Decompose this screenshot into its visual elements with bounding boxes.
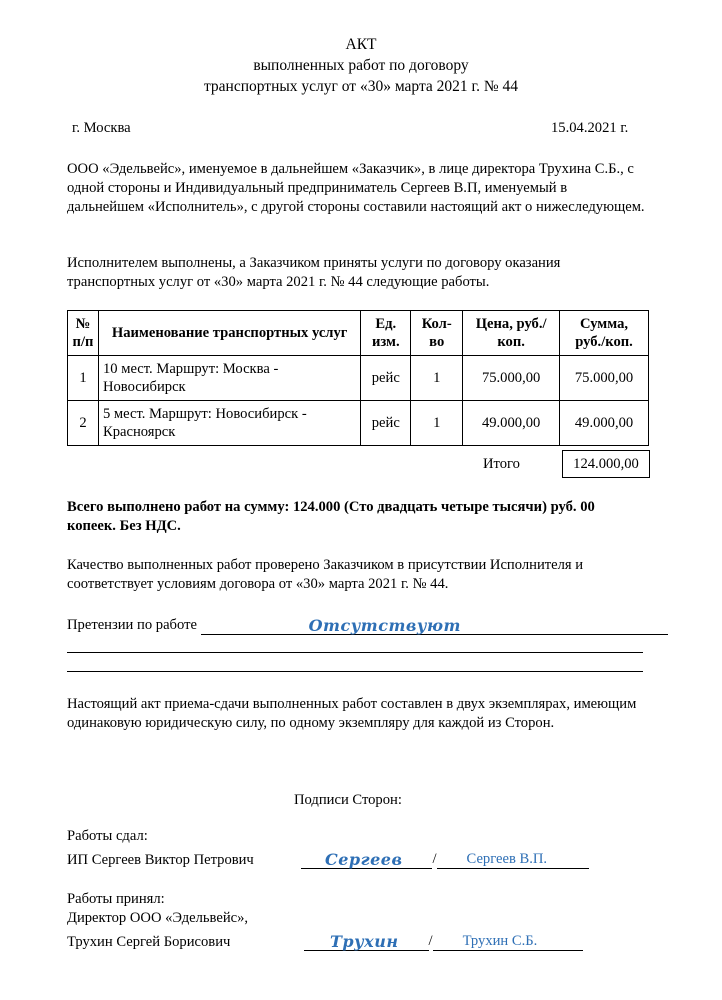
intro-paragraph: ООО «Эдельвейс», именуемое в дальнейшем «Заказчик», в лице директора Трухина С.Б., с одной стороны и Индивидуальный предприниматель Сергеев В.П, именуемый в дальнейшем «Исполнитель», с другой стороны составили настоящий акт о нижеследующем. — [67, 161, 645, 215]
claims-label: Претензии по работе — [67, 617, 197, 633]
row-price: 75.000,00 — [463, 356, 560, 401]
document-subtitle: выполненных работ по договору — [253, 57, 469, 74]
claims-value: Отсутствуют — [308, 616, 461, 635]
row-unit: рейс — [361, 356, 411, 401]
claims-underline-left — [201, 616, 307, 635]
claims-blank-line-1 — [67, 652, 643, 653]
total-label: Итого — [483, 456, 520, 472]
col-price-header: Цена, руб./коп. — [463, 311, 560, 356]
contractor-signature: Сергеев — [325, 850, 403, 869]
row-num: 2 — [68, 401, 99, 446]
row-qty: 1 — [411, 356, 463, 401]
table-header-row — [68, 311, 649, 356]
place: г. Москва — [72, 120, 131, 136]
handed-over-label: Работы сдал: — [67, 828, 148, 844]
row-name: 5 мест. Маршрут: Новосибирск - Красноярск — [98, 401, 360, 446]
summary-paragraph: Всего выполнено работ на сумму: 124.000 (Сто двадцать четыре тысячи) руб. 00 копеек. Без НДС. — [67, 499, 595, 534]
row-name: 10 мест. Маршрут: Москва - Новосибирск — [98, 356, 360, 401]
claims-underline-right — [463, 616, 668, 635]
row-sum: 75.000,00 — [560, 356, 649, 401]
col-num-header: № п/п — [68, 311, 99, 356]
row-unit: рейс — [361, 401, 411, 446]
statement-paragraph: Исполнителем выполнены, а Заказчиком приняты услуги по договору оказания транспортных услуг от «30» марта 2021 г. № 44 следующие работы. — [67, 255, 561, 290]
copies-paragraph: Настоящий акт приема-сдачи выполненных работ составлен в двух экземплярах, имеющим одинаковую юридическую силу, по одному экземпляру для каждой из Сторон. — [67, 696, 637, 731]
col-unit-header: Ед. изм. — [361, 311, 411, 356]
contractor-decoded: Сергеев В.П. — [466, 851, 548, 867]
quality-paragraph: Качество выполненных работ проверено Заказчиком в присутствии Исполнителя и соответствует условиям договора от «30» марта 2021 г. № 44. — [67, 557, 584, 592]
works-table — [67, 310, 649, 446]
row-price: 49.000,00 — [463, 401, 560, 446]
document-title: АКТ — [345, 36, 377, 53]
col-sum-header: Сумма, руб./коп. — [560, 311, 649, 356]
row-qty: 1 — [411, 401, 463, 446]
claims-row — [67, 616, 668, 635]
accepted-label: Работы принял: — [67, 891, 165, 907]
table-row — [68, 356, 649, 401]
customer-signature-line: Трухин / Трухин С.Б. — [304, 932, 583, 951]
contractor-name: ИП Сергеев Виктор Петрович — [67, 852, 254, 868]
col-qty-header: Кол-во — [411, 311, 463, 356]
customer-decoded: Трухин С.Б. — [462, 933, 538, 949]
customer-signature: Трухин — [330, 932, 399, 951]
table-row — [68, 401, 649, 446]
contractor-signature-line: Сергеев / Сергеев В.П. — [301, 850, 589, 869]
row-sum: 49.000,00 — [560, 401, 649, 446]
customer-position: Директор ООО «Эдельвейс», — [67, 910, 249, 926]
signatures-heading: Подписи Сторон: — [294, 792, 402, 808]
claims-blank-line-2 — [67, 671, 643, 672]
customer-name: Трухин Сергей Борисович — [67, 934, 231, 950]
document-contract-ref: транспортных услуг от «30» марта 2021 г. № 44 — [203, 78, 519, 95]
col-name-header: Наименование транспортных услуг — [98, 311, 360, 356]
row-num: 1 — [68, 356, 99, 401]
date: 15.04.2021 г. — [551, 120, 629, 136]
total-value: 124.000,00 — [562, 450, 650, 478]
